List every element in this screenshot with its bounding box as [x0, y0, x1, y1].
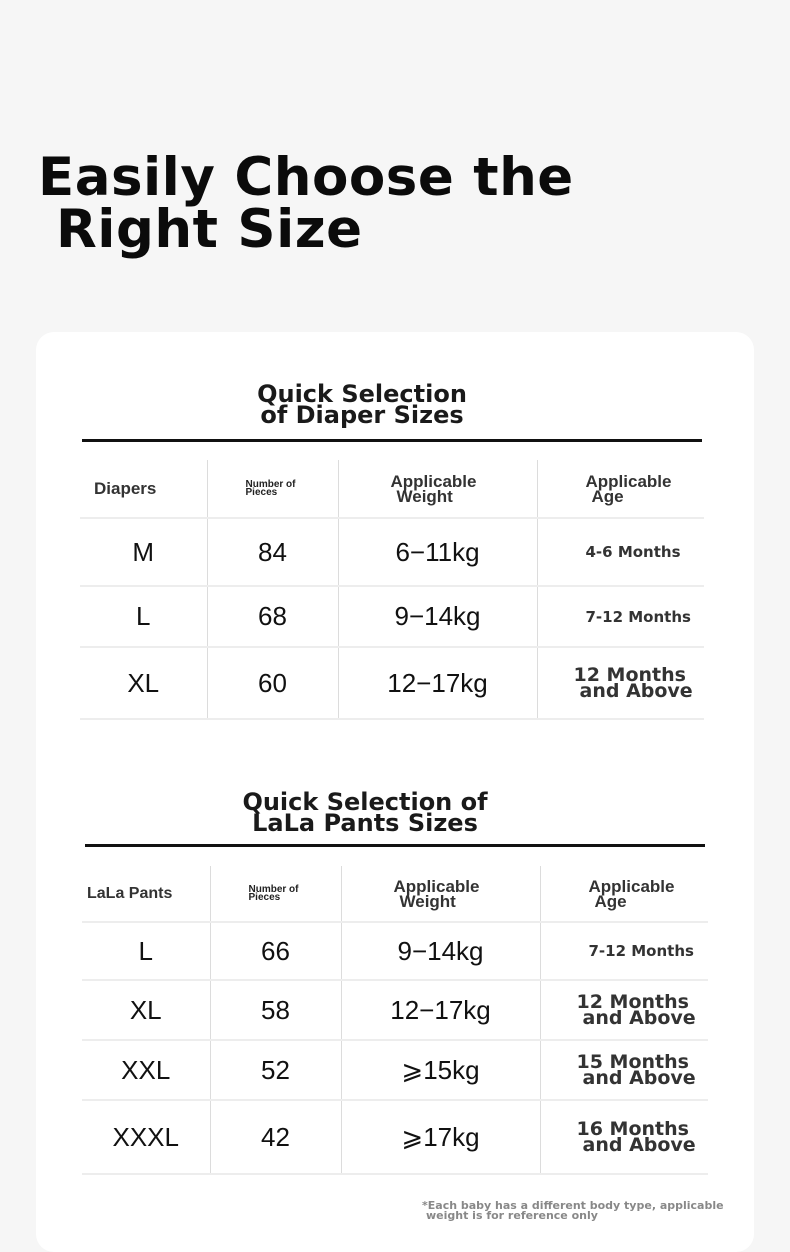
pants-title-line1: Quick Selection of — [242, 788, 488, 816]
diaper-title-line1: Quick Selection — [257, 380, 467, 408]
size-cell: L — [80, 586, 207, 647]
header-weight-line2: Weight — [399, 891, 456, 911]
age-line2: and Above — [582, 1067, 696, 1089]
diaper-header-size: Diapers — [80, 460, 207, 518]
pants-section-title — [220, 788, 510, 837]
pieces-cell: 60 — [207, 647, 338, 719]
table-row — [82, 980, 708, 1040]
diaper-table-header — [80, 460, 704, 518]
age-line1: 16 Months — [576, 1118, 689, 1140]
footnote-line1: *Each baby has a different body type, applicable — [422, 1199, 724, 1212]
page-title-line1: Easily Choose the — [38, 147, 574, 208]
diaper-section-title — [246, 380, 478, 429]
pants-title-line2: LaLa Pants Sizes — [252, 809, 478, 837]
size-cell: L — [82, 922, 210, 980]
pants-header-weight — [341, 866, 540, 922]
header-pieces-line1: Number of — [245, 478, 296, 490]
size-cell: XXL — [82, 1040, 210, 1100]
age-line1: 12 Months — [576, 991, 689, 1013]
diaper-title-line2: of Diaper Sizes — [260, 401, 464, 429]
table-row — [82, 1100, 708, 1174]
age-cell — [537, 586, 704, 647]
header-age-line1: Applicable — [585, 471, 672, 491]
pants-header-pieces — [210, 866, 341, 922]
header-weight-line1: Applicable — [390, 471, 477, 491]
diaper-title-divider — [82, 439, 702, 442]
pieces-cell: 42 — [210, 1100, 341, 1174]
header-weight-line2: Weight — [396, 486, 453, 506]
pieces-cell: 68 — [207, 586, 338, 647]
age-line1: 7-12 Months — [585, 607, 691, 626]
age-line2: and Above — [582, 1007, 696, 1029]
weight-cell: ⩾17kg — [341, 1100, 540, 1174]
table-row — [82, 1040, 708, 1100]
age-line1: 15 Months — [576, 1051, 689, 1073]
weight-cell: 12−17kg — [338, 647, 537, 719]
footnote-line2: weight is for reference only — [426, 1209, 598, 1222]
weight-cell: ⩾15kg — [341, 1040, 540, 1100]
size-cell: M — [80, 518, 207, 586]
diaper-header-weight — [338, 460, 537, 518]
weight-cell: 9−14kg — [341, 922, 540, 980]
age-line2: and Above — [579, 680, 693, 702]
header-weight-line1: Applicable — [393, 876, 480, 896]
table-row — [80, 518, 704, 586]
page-title-line2: Right Size — [56, 199, 363, 260]
age-cell — [537, 518, 704, 586]
age-line1: 12 Months — [573, 664, 686, 686]
diaper-header-age — [537, 460, 704, 518]
age-line2: and Above — [582, 1134, 696, 1156]
pieces-cell: 58 — [210, 980, 341, 1040]
header-age-line2: Age — [594, 891, 627, 911]
size-cell: XL — [82, 980, 210, 1040]
pants-title-divider — [85, 844, 705, 847]
size-cell: XXXL — [82, 1100, 210, 1174]
weight-cell: 6−11kg — [338, 518, 537, 586]
pants-header-age — [540, 866, 708, 922]
age-cell — [540, 980, 708, 1040]
pieces-cell: 66 — [210, 922, 341, 980]
header-age-line1: Applicable — [588, 876, 675, 896]
table-row — [80, 586, 704, 647]
diaper-size-table — [80, 460, 704, 720]
weight-cell: 9−14kg — [338, 586, 537, 647]
pieces-cell: 84 — [207, 518, 338, 586]
age-line1: 7-12 Months — [588, 942, 694, 960]
diaper-header-pieces — [207, 460, 338, 518]
header-pieces-line1: Number of — [248, 883, 299, 895]
age-cell — [540, 922, 708, 980]
header-pieces-line2: Pieces — [245, 486, 278, 498]
age-cell — [540, 1040, 708, 1100]
pants-table-header — [82, 866, 708, 922]
weight-cell: 12−17kg — [341, 980, 540, 1040]
header-age-line2: Age — [591, 486, 624, 506]
age-line1: 4-6 Months — [585, 543, 681, 561]
pants-size-table — [82, 866, 708, 1175]
age-cell — [537, 647, 704, 719]
header-pieces-line2: Pieces — [248, 891, 281, 903]
page-title — [38, 147, 574, 260]
pants-header-size: LaLa Pants — [82, 866, 210, 922]
size-cell: XL — [80, 647, 207, 719]
table-row — [80, 647, 704, 719]
age-cell — [540, 1100, 708, 1174]
footnote — [422, 1201, 724, 1221]
pieces-cell: 52 — [210, 1040, 341, 1100]
table-row — [82, 922, 708, 980]
